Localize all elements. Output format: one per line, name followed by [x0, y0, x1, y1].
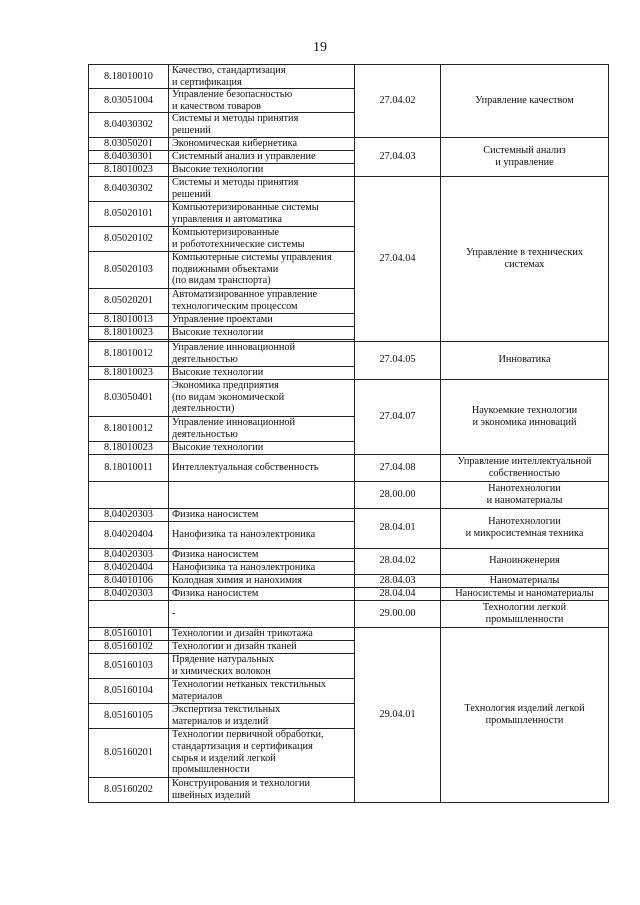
old-code-cell: 8.05020201: [89, 288, 169, 313]
old-name-cell: Колодная химия и нанохимия: [169, 574, 355, 587]
old-name-cell: Компьютеризированные и робототехнические системы: [169, 226, 355, 251]
new-name-cell: Наноинженерия: [441, 548, 609, 574]
new-code-cell: 27.04.04: [355, 176, 441, 341]
old-code-cell: 8.05020103: [89, 251, 169, 288]
new-code-cell: 29.04.01: [355, 627, 441, 802]
old-name-cell: Экономическая кибернетика: [169, 137, 355, 150]
old-name-cell: Технологии и дизайн тканей: [169, 640, 355, 653]
old-code-cell: 8.04010106: [89, 574, 169, 587]
table-row: [89, 176, 609, 201]
old-name-cell: Высокие технологии: [169, 163, 355, 176]
new-name-cell: Технология изделий легкой промышленности: [441, 627, 609, 802]
old-code-cell: 8.03050401: [89, 379, 169, 416]
old-code-cell: 8.18010023: [89, 366, 169, 379]
old-code-cell: 8.03050201: [89, 137, 169, 150]
old-name-cell: Управление проектами: [169, 313, 355, 326]
table-row: [89, 137, 609, 150]
new-code-cell: 28.04.02: [355, 548, 441, 574]
old-code-cell: 8.05020101: [89, 201, 169, 226]
new-name-cell: Нанотехнологии и микросистемная техника: [441, 508, 609, 548]
page-number: 19: [313, 40, 327, 55]
table-row: [89, 481, 609, 508]
old-name-cell: Технологии и дизайн трикотажа: [169, 627, 355, 640]
new-name-cell: Наноматериалы: [441, 574, 609, 587]
old-code-cell: [89, 481, 169, 508]
table-row: [89, 548, 609, 561]
old-name-cell: Высокие технологии: [169, 326, 355, 339]
old-name-cell: Физика наносистем: [169, 548, 355, 561]
new-code-cell: 27.04.02: [355, 65, 441, 138]
new-code-cell: 27.04.03: [355, 137, 441, 176]
old-code-cell: 8.04020404: [89, 521, 169, 548]
old-code-cell: 8.04030302: [89, 176, 169, 201]
old-name-cell: Прядение натуральных и химических волокон: [169, 653, 355, 678]
old-name-cell: Системы и методы принятия решений: [169, 113, 355, 137]
new-name-cell: Наносистемы и наноматериалы: [441, 587, 609, 600]
old-name-cell: Экспертиза текстильных материалов и изделий: [169, 703, 355, 728]
old-name-cell: Интеллектуальная собственность: [169, 454, 355, 481]
new-name-cell: Управление качеством: [441, 65, 609, 138]
new-name-cell: Системный анализ и управление: [441, 137, 609, 176]
new-code-cell: 28.04.03: [355, 574, 441, 587]
old-code-cell: 8.05160101: [89, 627, 169, 640]
old-code-cell: 8.04020303: [89, 587, 169, 600]
old-name-cell: Конструирования и технологии швейных изделий: [169, 777, 355, 802]
table-row: [89, 627, 609, 640]
old-code-cell: 8.05160104: [89, 678, 169, 703]
old-code-cell: 8.04020404: [89, 561, 169, 574]
old-name-cell: Управление безопасностью и качеством товаров: [169, 89, 355, 113]
table-row: [89, 600, 609, 627]
old-name-cell: Нанофизика та наноэлектроника: [169, 521, 355, 548]
old-code-cell: 8.18010013: [89, 313, 169, 326]
new-name-cell: Управление в технических системах: [441, 176, 609, 341]
new-code-cell: 27.04.07: [355, 379, 441, 454]
old-code-cell: 8.18010023: [89, 163, 169, 176]
old-name-cell: Управление инновационной деятельностью: [169, 416, 355, 441]
old-code-cell: 8.18010023: [89, 441, 169, 454]
old-code-cell: [89, 600, 169, 627]
old-name-cell: Нанофизика та наноэлектроника: [169, 561, 355, 574]
old-name-cell: Системы и методы принятия решений: [169, 176, 355, 201]
old-name-cell: Технологии первичной обработки, стандартизация и сертификация сырья и изделий легкой промышленности: [169, 728, 355, 777]
old-name-cell: Технологии нетканых текстильных материалов: [169, 678, 355, 703]
old-name-cell: Автоматизированное управление технологическим процессом: [169, 288, 355, 313]
new-name-cell: Инноватика: [441, 341, 609, 379]
old-code-cell: 8.05160201: [89, 728, 169, 777]
old-name-cell: Высокие технологии: [169, 441, 355, 454]
old-code-cell: 8.05160202: [89, 777, 169, 802]
old-name-cell: Управление инновационной деятельностью: [169, 341, 355, 366]
old-code-cell: 8.18010010: [89, 65, 169, 89]
new-code-cell: 27.04.05: [355, 341, 441, 379]
table-row: [89, 341, 609, 366]
old-code-cell: 8.05160102: [89, 640, 169, 653]
old-code-cell: 8.18010023: [89, 326, 169, 339]
old-name-cell: -: [169, 600, 355, 627]
new-code-cell: 29.00.00: [355, 600, 441, 627]
old-name-cell: Компьютеризированные системы управления и автоматика: [169, 201, 355, 226]
old-code-cell: 8.03051004: [89, 89, 169, 113]
table-row: [89, 508, 609, 521]
old-code-cell: 8.04020303: [89, 508, 169, 521]
table-row: [89, 587, 609, 600]
old-name-cell: Качество, стандартизация и сертификация: [169, 65, 355, 89]
old-code-cell: 8.04020303: [89, 548, 169, 561]
old-name-cell: Системный анализ и управление: [169, 150, 355, 163]
old-name-cell: Физика наносистем: [169, 587, 355, 600]
old-code-cell: 8.05160103: [89, 653, 169, 678]
old-code-cell: 8.18010012: [89, 341, 169, 366]
old-code-cell: 8.04030302: [89, 113, 169, 137]
new-name-cell: Технологии легкой промышленности: [441, 600, 609, 627]
old-name-cell: Высокие технологии: [169, 366, 355, 379]
old-code-cell: 8.05160105: [89, 703, 169, 728]
new-name-cell: Управление интеллектуальной собственностью: [441, 454, 609, 481]
old-code-cell: 8.18010012: [89, 416, 169, 441]
old-code-cell: 8.18010011: [89, 454, 169, 481]
new-code-cell: 28.04.01: [355, 508, 441, 548]
table-row: [89, 65, 609, 89]
new-code-cell: 27.04.08: [355, 454, 441, 481]
new-code-cell: 28.04.04: [355, 587, 441, 600]
table-row: [89, 379, 609, 416]
new-name-cell: Наукоемкие технологии и экономика инноваций: [441, 379, 609, 454]
new-name-cell: Нанотехнологии и наноматериалы: [441, 481, 609, 508]
old-name-cell: Экономика предприятия (по видам экономической деятельности): [169, 379, 355, 416]
specialty-correspondence-table: [88, 64, 609, 803]
old-code-cell: 8.04030301: [89, 150, 169, 163]
new-code-cell: 28.00.00: [355, 481, 441, 508]
old-code-cell: 8.05020102: [89, 226, 169, 251]
table-row: [89, 574, 609, 587]
old-name-cell: Компьютерные системы управления подвижными объектами (по видам транспорта): [169, 251, 355, 288]
old-name-cell: Физика наносистем: [169, 508, 355, 521]
table-row: [89, 454, 609, 481]
old-name-cell: [169, 481, 355, 508]
